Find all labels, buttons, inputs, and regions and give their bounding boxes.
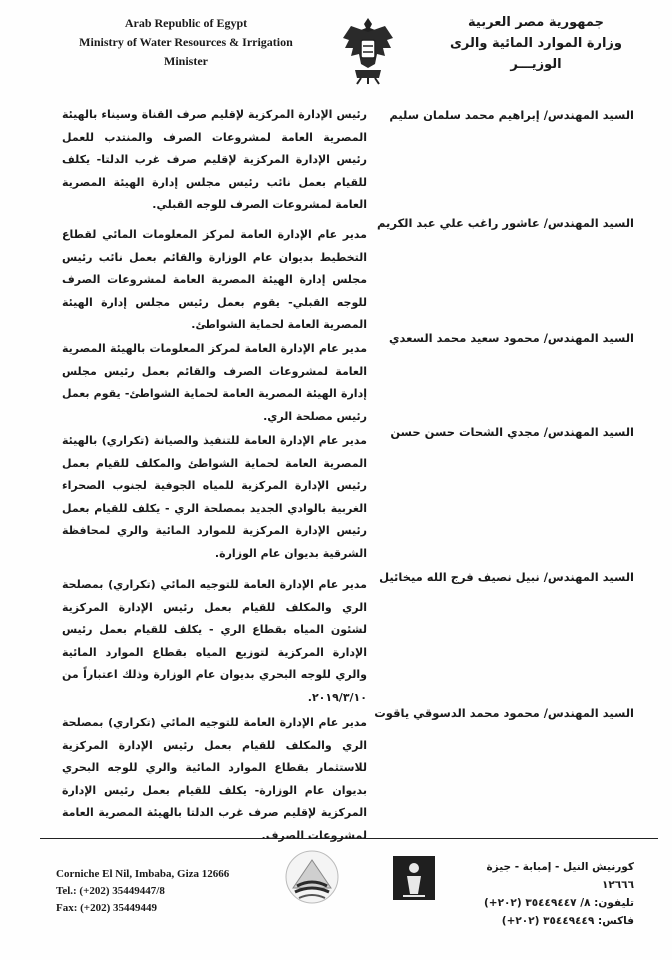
office-title-ar: الوزيـــر [510, 57, 562, 72]
sector-logo-icon [393, 856, 435, 900]
eagle-emblem-icon [341, 14, 395, 86]
engineer-name-3: السيد المهندس/ محمود سعيد محمد السعدي [388, 331, 634, 345]
assignment-text-3: مدير عام الإدارة العامة لمركز المعلومات بالهيئة المصرية العامة لمشروعات الصرف والقائم بعمل رئيس مجلس إدارة الهيئة المصرية العامة لحماية الشواطئ- يقوم بعمل رئيس مصلحة الري. [62, 342, 367, 423]
engineer-name-2: السيد المهندس/ عاشور راغب علي عبد الكريم [376, 216, 634, 230]
assignment-text-2: مدير عام الإدارة العامة لمركز المعلومات المائي لقطاع التخطيط بديوان عام الوزارة والقائم بعمل نائب رئيس مجلس إدارة الهيئة المصرية العامة لمشروعات الصرف للوجه القبلي- يقوم بعمل رئيس مجلس إدارة الهيئة المصرية العامة لحماية الشواطئ. [62, 228, 367, 331]
footer-contact-ar [454, 858, 634, 930]
fax-en: Fax: (+202) 35449449 [56, 902, 157, 914]
address-ar: كورنيش النيل - إمبابة - جيزة ١٢٦٦٦ [486, 861, 634, 891]
assignment-text-1: رئيس الإدارة المركزية لإقليم صرف القناة وسيناء بالهيئة المصرية العامة لمشروعات الصرف والمنتدب للعمل رئيس الإدارة المركزية لإقليم صرف غرب الدلتا- يكلف للقيام بعمل نائب رئيس مجلس إدارة الهيئة المصرية العامة لمشروعات الصرف للوجه القبلي. [62, 108, 367, 211]
phone-en: Tel.: (+202) 35449447/8 [56, 885, 165, 897]
ministry-name-en: Ministry of Water Resources & Irrigation [79, 35, 293, 49]
footer-contact-en [56, 866, 229, 917]
office-title-en: Minister [164, 54, 208, 68]
phone-ar: تليفون: ٨/ ٣٥٤٤٩٤٤٧ (٢٠٢+) [484, 897, 634, 909]
footer-divider [40, 838, 658, 839]
letterhead-arabic [436, 12, 636, 75]
fax-ar: فاكس: ٣٥٤٤٩٤٤٩ (٢٠٢+) [501, 915, 634, 927]
address-en: Corniche El Nil, Imbaba, Giza 12666 [56, 868, 230, 880]
engineer-name-1: السيد المهندس/ إبراهيم محمد سلمان سليم [389, 108, 634, 122]
assignment-text-5: مدير عام الإدارة العامة للتوجيه المائي (تكراري) بمصلحة الري والمكلف للقيام بعمل رئيس الإدارة المركزية لشئون المياه بقطاع الري - يكلف للقيام بعمل رئيس الإدارة المركزية لتوزيع المياه بقطاع الموارد المائية والري للوجه البحري بديوان عام الوزارة وذلك اعتباراً من ٢٠١٩/٣/١٠. [62, 578, 367, 704]
ministry-name-ar: وزارة الموارد المائية والرى [450, 36, 622, 51]
engineer-name-4: السيد المهندس/ مجدي الشحات حسن حسن [390, 425, 634, 439]
assignment-text-6: مدير عام الإدارة العامة للتوجيه المائي (تكراري) بمصلحة الري والمكلف للقيام بعمل رئيس الإدارة المركزية للاستثمار بقطاع الموارد المائية والري للوجه البحري بديوان عام الوزارة- يكلف للقيام بعمل رئيس الإدارة المركزية لإقليم صرف غرب الدلتا بالهيئة المصرية العامة لمشروعات الصرف. [62, 716, 367, 842]
engineer-name-6: السيد المهندس/ محمود محمد الدسوقي ياقوت [374, 706, 634, 720]
country-name-ar: جمهورية مصر العربية [468, 15, 604, 30]
letterhead-english [56, 14, 316, 71]
assignment-text-4: مدير عام الإدارة العامة للتنفيذ والصيانة (تكراري) بالهيئة المصرية العامة لحماية الشواطئ والمكلف للقيام بعمل رئيس الإدارة المركزية للمياه الجوفية لجنوب الصحراء الغربية بالوادي الجديد بمصلحة الري - يكلف للقيام بعمل رئيس الإدارة المركزية للموارد المائية والري لمحافظة الشرقية بديوان عام الوزارة. [62, 434, 367, 560]
country-name-en: Arab Republic of Egypt [124, 16, 248, 30]
ministry-logo-icon [283, 848, 341, 906]
engineer-name-5: السيد المهندس/ نبيل نصيف فرج الله ميخائيل [379, 570, 634, 584]
